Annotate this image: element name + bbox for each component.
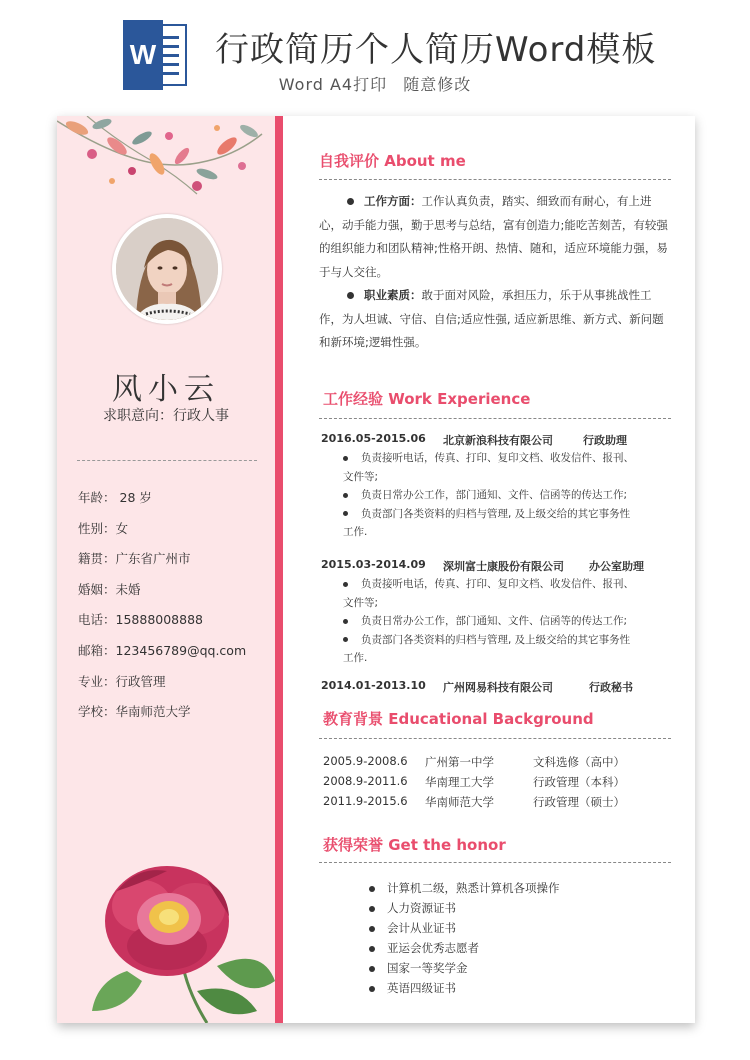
honor-item: 会计从业证书 (369, 920, 456, 936)
duty-item: 负责日常办公工作，部门通知、文件、信函等的传达工作; (343, 486, 671, 505)
accent-divider-bar (275, 116, 283, 1023)
personal-info-list (78, 488, 246, 733)
bullet-icon (369, 966, 375, 972)
bullet-icon (369, 946, 375, 952)
section-divider (319, 862, 671, 863)
about-text: 工作方面：工作认真负责，踏实、细致而有耐心，有上进心，动手能力强，勤于思考与总结，富有创造力;能吃苦刻苦，有较强的组织能力和团队精神;性格开朗、热情、随和，适应环境能力强，易于与人交往。 职业素质：敢于面对风险，承担压力，乐于从事挑战性工作，为人坦诚、守信、自信;适应性强, 适应新思维、新方式、新问题和新环境;逻辑性强。 (319, 194, 668, 349)
info-age: 年龄： 28 岁 (78, 490, 152, 505)
honor-item: 亚运会优秀志愿者 (369, 940, 479, 956)
duty-item-cont: 工作. (343, 526, 368, 538)
duty-item: 负责日常办公工作，部门通知、文件、信函等的传达工作; (343, 612, 671, 631)
peony-flower-icon (87, 851, 277, 1023)
avatar (112, 214, 222, 324)
info-marital: 婚姻：未婚 (78, 581, 141, 597)
duty-item: 负责接听电话，传真、打印、复印文档、收发信件、报刊、 (343, 449, 671, 468)
duty-item-cont: 文件等; (343, 470, 379, 483)
bullet-icon (343, 493, 348, 498)
bullet-icon (369, 986, 375, 992)
bullet-icon (343, 637, 348, 642)
candidate-name: 风小云 (112, 372, 220, 407)
bullet-icon (369, 886, 375, 892)
bullet-icon (347, 198, 354, 205)
honor-item: 英语四级证书 (369, 980, 456, 996)
bullet-icon (343, 456, 348, 461)
section-title-education: 教育背景 Educational Background (323, 710, 594, 728)
resume-page: 风小云 求职意向：行政人事 年龄： 28 岁 性别：女 籍贯：广东省广州市 婚姻：未婚 电话：15888008888 邮箱：123456789@qq.com 专业：行政管理 学校：华南师范大学 自我评价 About me 工作方面：工作认真负责，踏实、细致而有耐心，有上进心，动手能力强，勤于思考与总结，富有创造力;能吃苦刻苦，有较强的组织能力和团队精神;性格开朗、热情、随和，适应环境能力强，易于与人交往。 职业素质：敢于面对风险，承担压力，乐于从事挑战性工作，为人坦诚、守信、自信;适应性强, 适应新思维、新方式、新问题和新环境;逻辑性强。 工作经验 Work Experience 2016.05-2015.06 北京新浪科技有限公司 行政助理 负责接听电话，传真、打印、复印文档、收发信件、报刊、 文件等; 负责日常办公工作，部门通知、文件、信函等的传达工作; 负责部门各类资料的归档与管理, 及上级交给的其它事务性 工作. 2015.03-2014.09 深圳富士康股份有限公司 办公室助理 负责接听电话，传真、打印、复印文档、收发信件、报刊、 文件等; 负责日常办公工作，部门通知、文件、信函等的传达工作; 负责部门各类资料的归档与管理, 及上级交给的其它事务性 工作. 2014.01-2013.10 广州网易科技有限公司 行政秘书 教育背景 Educational Background 2005.9-2008.6 广州第一中学 文科选修（高中） 2008.9-2011.6 华南理工大学 行政管理（本科） 2011.9-2015.6 华南师范大学 行政管理（硕士） 获得荣誉 Get the honor 计算机二级，熟悉计算机各项操作 人力资源证书 会计从业证书 亚运会优秀志愿者 国家一等奖学金 英语四级证书 (57, 116, 695, 1023)
section-divider (319, 418, 671, 419)
bullet-icon (343, 619, 348, 624)
subtitle-right: 随意修改 (403, 75, 472, 94)
duty-item-cont: 文件等; (343, 596, 379, 609)
bullet-icon (343, 582, 348, 587)
sidebar-divider (77, 460, 257, 461)
section-title-honors: 获得荣誉 Get the honor (323, 836, 506, 854)
duty-item-cont: 工作. (343, 652, 368, 664)
job-intent: 求职意向：行政人事 (103, 408, 229, 424)
portrait-icon (116, 218, 218, 320)
info-gender: 性别：女 (78, 520, 129, 536)
info-email: 邮箱：123456789@qq.com (78, 642, 247, 658)
section-title-experience: 工作经验 Work Experience (323, 390, 531, 408)
resume-sidebar (57, 116, 275, 1023)
section-divider (319, 179, 671, 180)
duty-item: 负责部门各类资料的归档与管理, 及上级交给的其它事务性 (343, 505, 671, 524)
word-badge: W (123, 20, 163, 90)
page-subtitle (0, 72, 750, 95)
floral-decoration-icon (57, 116, 267, 196)
section-divider (319, 738, 671, 739)
bullet-icon (369, 926, 375, 932)
template-header (0, 0, 750, 110)
info-phone: 电话：15888008888 (78, 612, 203, 628)
bullet-icon (343, 511, 348, 516)
job-duties (343, 575, 671, 668)
info-major: 专业：行政管理 (78, 673, 166, 689)
honor-item: 人力资源证书 (369, 900, 456, 916)
honor-item: 计算机二级，熟悉计算机各项操作 (369, 880, 560, 896)
bullet-icon (347, 292, 354, 299)
job-duties (343, 449, 671, 542)
info-school: 学校：华南师范大学 (78, 704, 191, 720)
info-hometown: 籍贯：广东省广州市 (78, 551, 191, 567)
subtitle-left: Word A4打印 (278, 75, 388, 94)
bullet-icon (369, 906, 375, 912)
duty-item: 负责接听电话，传真、打印、复印文档、收发信件、报刊、 (343, 575, 671, 594)
page-title: 行政简历个人简历Word模板 (215, 30, 657, 70)
honor-item: 国家一等奖学金 (369, 960, 468, 976)
section-title-about: 自我评价 About me (319, 152, 466, 170)
duty-item: 负责部门各类资料的归档与管理, 及上级交给的其它事务性 (343, 631, 671, 650)
